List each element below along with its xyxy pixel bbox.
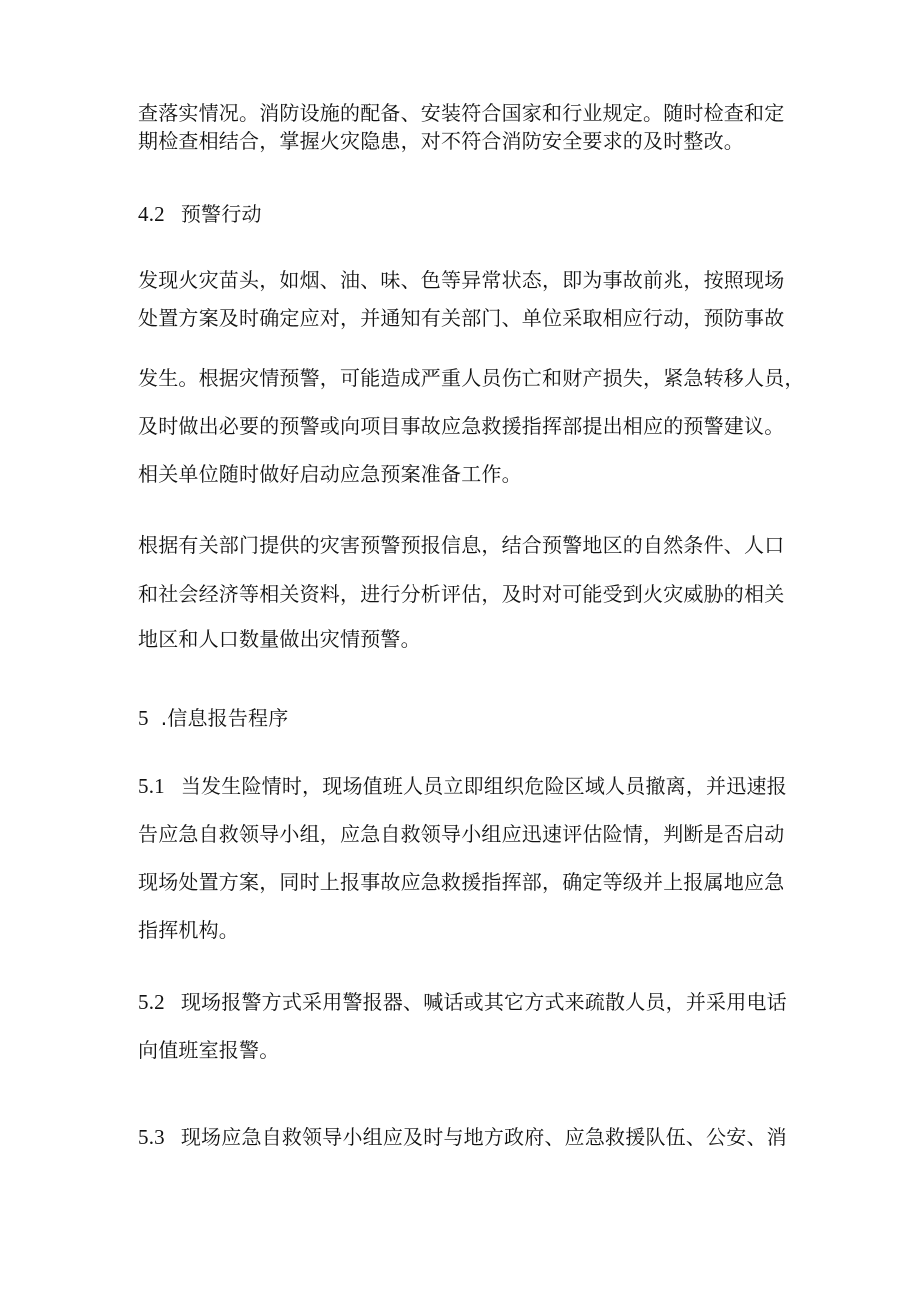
paragraph-line: 发生。根据灾情预警，可能造成严重人员伤亡和财产损失，紧急转移人员， (138, 366, 805, 390)
section-number: 5 (138, 706, 149, 730)
section-number: 5.1 (138, 774, 165, 798)
paragraph-line: 指挥机构。 (138, 918, 239, 942)
paragraph-line: 查落实情况。消防设施的配备、安装符合国家和行业规定。随时检查和定 (138, 101, 785, 125)
paragraph-line: 相关单位随时做好启动应急预案准备工作。 (138, 462, 522, 486)
section-title: 预警行动 (180, 202, 262, 226)
paragraph-line: 处置方案及时确定应对，并通知有关部门、单位采取相应行动，预防事故 (138, 306, 785, 330)
paragraph-line: 向值班室报警。 (138, 1038, 280, 1062)
paragraph-line: 及时做出必要的预警或向项目事故应急救援指挥部提出相应的预警建议。 (138, 414, 785, 438)
paragraph-line: 期检查相结合，掌握火灾隐患，对不符合消防安全要求的及时整改。 (138, 129, 744, 153)
paragraph-line: 告应急自救领导小组，应急自救领导小组应迅速评估险情，判断是否启动 (138, 822, 785, 846)
section-title: .信息报告程序 (160, 706, 289, 730)
paragraph-text: 现场应急自救领导小组应及时与地方政府、应急救援队伍、公安、消 (180, 1125, 787, 1149)
paragraph-line-5-2 (138, 988, 787, 1016)
section-number: 5.3 (138, 1125, 165, 1149)
paragraph-line: 根据有关部门提供的灾害预警预报信息，结合预警地区的自然条件、人口 (138, 533, 785, 557)
paragraph-line: 现场处置方案，同时上报事故应急救援指挥部，确定等级并上报属地应急 (138, 870, 785, 894)
paragraph-line-5-1 (138, 772, 787, 800)
section-number: 4.2 (138, 202, 165, 226)
paragraph-line: 地区和人口数量做出灾情预警。 (138, 627, 421, 651)
paragraph-line: 发现火灾苗头，如烟、油、味、色等异常状态，即为事故前兆，按照现场 (138, 268, 785, 292)
section-heading-4-2 (138, 200, 262, 228)
paragraph-text: 现场报警方式采用警报器、喊话或其它方式来疏散人员，并采用电话 (180, 990, 787, 1014)
section-number: 5.2 (138, 990, 165, 1014)
paragraph-line: 和社会经济等相关资料，进行分析评估，及时对可能受到火灾威胁的相关 (138, 582, 785, 606)
paragraph-line-5-3 (138, 1123, 787, 1151)
paragraph-text: 当发生险情时，现场值班人员立即组织危险区域人员撤离，并迅速报 (180, 774, 787, 798)
section-heading-5 (138, 704, 288, 732)
